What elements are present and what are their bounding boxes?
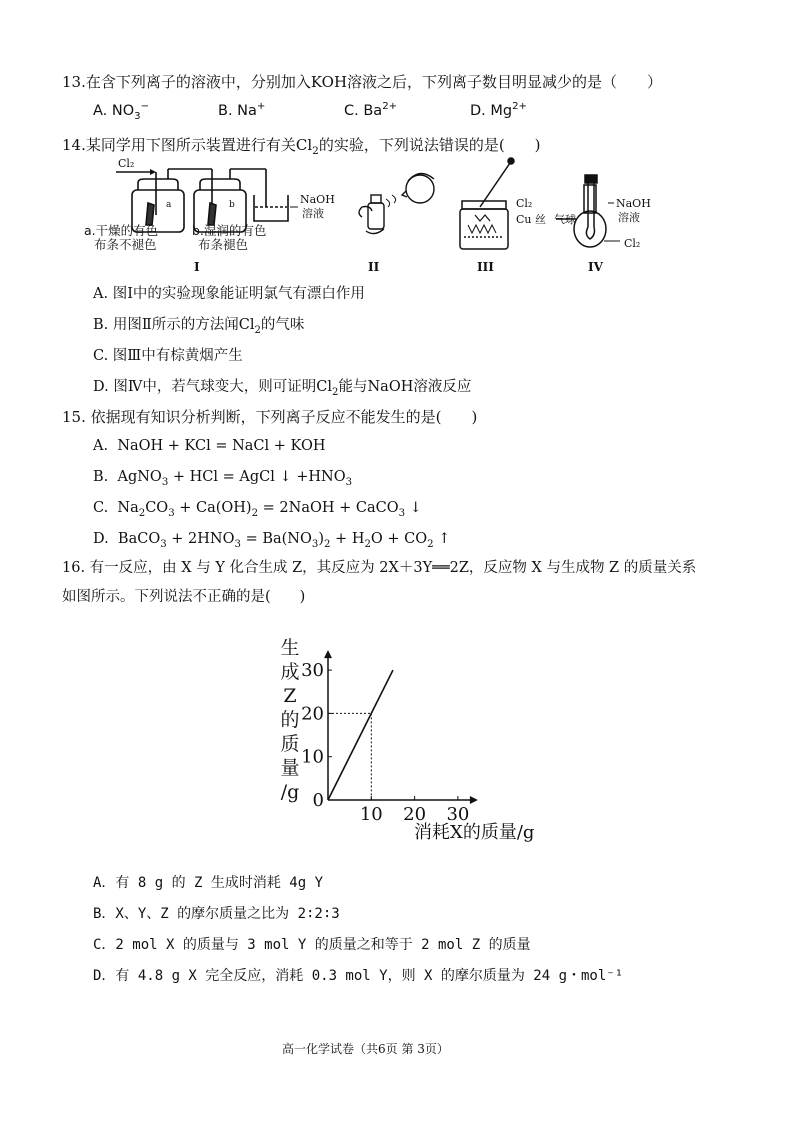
q16-stem-line1: 16. 有一反应，由 X 与 Y 化合生成 Z，其反应为 2X＋3Y══2Z，反应物 X 与生成物 Z 的质量关系 [62,560,697,576]
cu-wire-label: Cu 丝 [516,213,546,226]
q16-option-d: D．有 4.8 g X 完全反应，消耗 0.3 mol Y，则 X 的摩尔质量为 24 g・mol⁻¹ [93,968,624,984]
q16-option-a: A．有 8 g 的 Z 生成时消耗 4g Y [93,875,324,891]
q14-option-c: C. 图Ⅲ中有棕黄烟产生 [93,348,243,364]
data-series [328,670,393,800]
balloon-label: 气球 [554,213,576,226]
cl2-inlet-label: Cl₂ [118,157,135,170]
strip-a-label-line2: 布条不褪色 [94,237,157,252]
figure-ii-smelling [359,173,434,233]
figure-iii-copper-burning [460,158,514,249]
chart-axes [324,650,478,804]
cl2-label-iv: Cl₂ [624,237,641,250]
naoh-label-iv: NaOH [616,197,651,210]
y-axis-label-char: 成 [280,661,300,683]
y-axis-label-char: 生 [280,637,300,659]
x-tick-label: 30 [446,804,470,825]
strip-a-label-line1: a.干燥的有色 [84,223,159,238]
series-line [328,670,393,800]
x-axis-label: 消耗X的质量/g [414,822,535,843]
figure-i-apparatus [116,157,335,232]
y-axis-label [280,637,299,803]
y-axis-label-char: Z [283,685,297,707]
q14-option-d: D. 图Ⅳ中，若气球变大，则可证明$Cl_2$能与NaOH溶液反应 [93,379,472,398]
y-axis-label-char: 的 [280,709,300,731]
y-axis-arrow [324,650,332,658]
x-axis-arrow [470,796,478,804]
q16-stem-line2: 如图所示。下列说法不正确的是( ) [62,589,306,605]
q14-option-b: B. 用图Ⅱ所示的方法闻$Cl_2$的气味 [93,317,305,336]
q13-option-b: B. Na+ [218,101,266,119]
page-footer: 高一化学试卷（共6页 第 3页） [282,1042,449,1056]
svg-text:b: b [229,200,235,210]
y-axis-label-char: 质 [280,733,300,755]
q13-option-c: C. $Ba^{2+}$ [344,101,398,119]
y-axis-label-char: 量 [280,757,300,779]
mass-relationship-chart [270,632,560,847]
q13-stem: 13.在含下列离子的溶液中，分别加入KOH溶液之后，下列离子数目明显减少的是（ ） [62,73,663,91]
figure-ii-label: II [368,260,380,274]
q14-option-a: A. 图Ⅰ中的实验现象能证明氯气有漂白作用 [93,286,365,302]
q14-apparatus-figure [80,155,680,277]
y-axis-label-char: /g [280,781,300,803]
x-tick-label: 10 [359,804,383,825]
y-tick-label: 10 [301,746,324,768]
q16-option-b: B．X、Y、Z 的摩尔质量之比为 2∶2∶3 [93,906,340,922]
y-tick-label: 30 [301,660,324,682]
q13-option-a: A. $NO_3^-$ [93,101,150,122]
q15-stem: 15. 依据现有知识分析判断，下列离子反应不能发生的是( ) [62,408,478,426]
q16-option-c: C．2 mol X 的质量与 3 mol Y 的质量之和等于 2 mol Z 的质量 [93,937,531,953]
figure-iv-flask [556,175,620,247]
strip-b-label-line1: b.湿润的有色 [192,223,267,238]
cl2-label-iii: Cl₂ [516,197,533,210]
q14-stem: 14.某同学用下图所示装置进行有关$Cl_2$的实验，下列说法错误的是( ) [62,136,541,157]
svg-text:a: a [166,200,172,210]
q13-option-d: D. $Mg^{2+}$ [470,101,528,119]
q15-option-b: B. AgNO$_3$ + HCl = AgCl ↓ $+HNO_3$ [93,469,353,488]
figure-iv-label: IV [588,260,603,274]
y-tick-label: 20 [301,703,324,725]
solution-label-iv: 溶液 [618,211,640,224]
strip-b-label-line2: 布条褪色 [198,237,249,252]
y-tick-label: 0 [312,790,324,811]
q15-option-a: A. NaOH + KCl = NaCl + KOH [93,438,326,454]
q15-option-d: D. BaCO$_3$ + $2HNO_3 = Ba(NO_3)_2 + H_2O + CO_2$ ↑ [93,531,451,550]
figure-iii-label: III [477,260,494,274]
solution-label-i: 溶液 [302,207,324,220]
x-tick-label: 20 [403,804,427,825]
q15-option-c: C. $Na_2CO_3 + Ca(OH)_2$ = 2NaOH + CaCO$_3$ ↓ [93,500,422,519]
naoh-label-i: NaOH [300,193,335,206]
figure-i-label: I [194,260,200,274]
